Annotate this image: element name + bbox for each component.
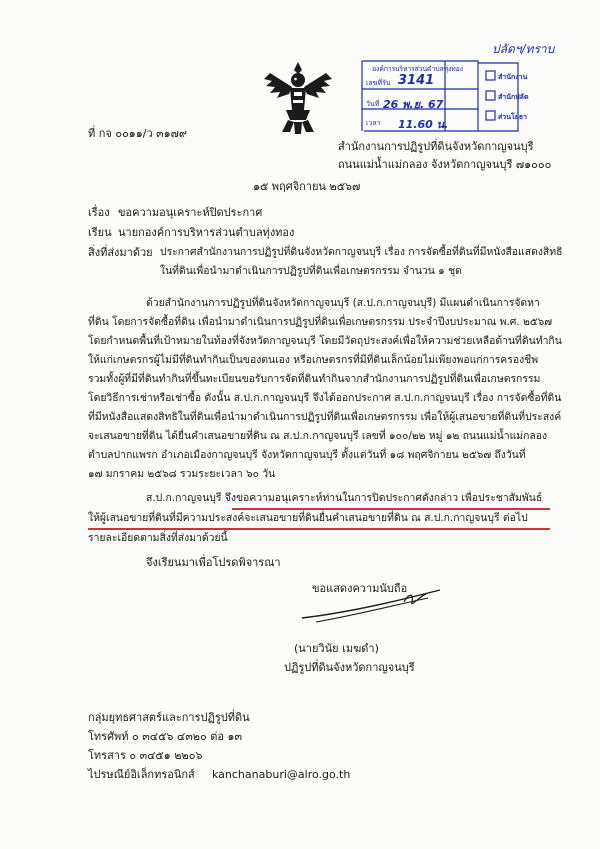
- stamp-top-note: ปลัดฯ/ทราบ: [492, 42, 555, 56]
- garuda-emblem-icon: [262, 60, 334, 136]
- stamp-checkbox-1-label: สำนักงาน: [498, 73, 528, 81]
- paragraph-1-line: รวมทั้งผู้ที่มีที่ดินทำกินที่ขึ้นทะเบียนขอรับการจัดที่ดินทำกินจากสำนักงานการปฏิรูปที่ดินเพื่อเกษตรกรรม: [88, 373, 541, 385]
- enclosure-line-2: ในที่ดินเพื่อนำมาดำเนินการปฏิรูปที่ดินเพื่อเกษตรกรรม จำนวน ๑ ชุด: [160, 265, 462, 277]
- closing-request: จึงเรียนมาเพื่อโปรดพิจารณา: [146, 556, 281, 569]
- stamp-org: องค์การบริหารส่วนตำบลทุ่งทอง: [372, 65, 463, 73]
- footer-department: กลุ่มยุทธศาสตร์และการปฏิรูปที่ดิน: [88, 711, 250, 724]
- stamp-checkbox-3-label: ส่วนโยธา: [498, 113, 528, 121]
- stamp-time: 11.60 น.: [398, 118, 449, 131]
- paragraph-1-line: โดยวิธีการเช่าหรือเช่าซื้อ ดังนั้น ส.ป.ก.กาญจนบุรี จึงได้ออกประกาศ ส.ป.ก.กาญจนบุรี เรื่อง การจัดซื้อที่ดิน: [88, 392, 562, 404]
- footer-fax: โทรสาร ๐ ๓๔๕๑ ๒๒๐๖: [88, 749, 203, 762]
- agency-address: ถนนแม่น้ำแม่กลอง จังหวัดกาญจนบุรี ๗๑๐๐๐: [338, 158, 552, 171]
- paragraph-1-line: ที่มีหนังสือแสดงสิทธิในที่ดินเพื่อนำมาดำเนินการปฏิรูปที่ดินเพื่อเกษตรกรรม เพื่อให้ผู้เสนอขายที่ดินที่ประสงค์: [88, 411, 562, 423]
- signer-name: (นายวินัย เมฆดำ): [294, 642, 379, 655]
- footer-email: kanchanaburi@alro.go.th: [212, 768, 351, 781]
- paragraph-2-line: ให้ผู้เสนอขายที่ดินที่มีความประสงค์จะเสนอขายที่ดินยื่นคำเสนอขายที่ดิน ณ ส.ป.ก.กาญจนบุรี ต่อไป: [88, 512, 528, 524]
- paragraph-1-line: โดยกำหนดพื้นที่เป้าหมายในท้องที่จังหวัดกาญจนบุรี โดยมีวัตถุประสงค์เพื่อให้ความช่วยเหลือด้านที่ดินทำกิน: [88, 335, 562, 347]
- highlight-underline: [232, 508, 550, 510]
- stamp-time-label: เวลา: [366, 119, 381, 127]
- subject-label: เรื่อง: [88, 206, 110, 219]
- paragraph-1-line: ๑๗ มกราคม ๒๕๖๘ รวมระยะเวลา ๖๐ วัน: [88, 468, 276, 480]
- stamp-date: 26 พ.ย. 67: [383, 98, 444, 111]
- subject-text: ขอความอนุเคราะห์ปิดประกาศ: [118, 206, 263, 219]
- addressee-text: นายกองค์การบริหารส่วนตำบลทุ่งทอง: [118, 226, 295, 239]
- signer-title: ปฏิรูปที่ดินจังหวัดกาญจนบุรี: [284, 661, 415, 674]
- document-number: ที่ กจ ๐๐๑๑/ว ๓๑๗๙: [88, 127, 187, 140]
- footer-email-label: ไปรษณีย์อิเล็กทรอนิกส์: [88, 768, 195, 781]
- stamp-checkbox-2-label: สำนักปลัด: [498, 93, 529, 101]
- stamp-number: 3141: [398, 73, 435, 88]
- footer-phone: โทรศัพท์ ๐ ๓๔๕๖ ๔๓๒๐ ต่อ ๑๓: [88, 730, 242, 743]
- enclosure-line-1: ประกาศสำนักงานการปฏิรูปที่ดินจังหวัดกาญจนบุรี เรื่อง การจัดซื้อที่ดินที่มีหนังสือแสดงสิทธิ: [160, 246, 563, 258]
- paragraph-1-line: จะเสนอขายที่ดิน ได้ยื่นคำเสนอขายที่ดิน ณ ส.ป.ก.กาญจนบุรี เลขที่ ๑๐๐/๒๒ หมู่ ๑๒ ถนนแม่น้ำแม่กลอง: [88, 430, 548, 442]
- paragraph-2-line: ส.ป.ก.กาญจนบุรี จึงขอความอนุเคราะห์ท่านในการปิดประกาศดังกล่าว เพื่อประชาสัมพันธ์: [146, 492, 543, 504]
- paragraph-2-line: รายละเอียดตามสิ่งที่ส่งมาด้วยนี้: [88, 532, 228, 544]
- addressee-label: เรียน: [88, 226, 112, 239]
- closing-regards: ขอแสดงความนับถือ: [312, 582, 408, 595]
- enclosure-label: สิ่งที่ส่งมาด้วย: [88, 246, 153, 259]
- stamp-date-label: วันที่: [366, 100, 380, 108]
- paragraph-1-line: ที่ดิน โดยการจัดซื้อที่ดิน เพื่อนำมาดำเนินการปฏิรูปที่ดินเพื่อเกษตรกรรม ประจำปีงบประมาณ พ.ศ. ๒๕๖๗: [88, 316, 553, 328]
- stamp-number-label: เลขที่รับ: [366, 79, 391, 87]
- paragraph-1-line: ตำบลปากแพรก อำเภอเมืองกาญจนบุรี จังหวัดกาญจนบุรี ตั้งแต่วันที่ ๑๘ พฤศจิกายน ๒๕๖๗ ถึงวันที่: [88, 449, 526, 461]
- paragraph-1-line: ด้วยสำนักงานการปฏิรูปที่ดินจังหวัดกาญจนบุรี (ส.ป.ก.กาญจนบุรี) มีแผนดำเนินการจัดหา: [146, 297, 540, 309]
- paragraph-1-line: ให้แก่เกษตรกรผู้ไม่มีที่ดินทำกินเป็นของตนเอง หรือเกษตรกรที่มีที่ดินเล็กน้อยไม่เพียงพอแก่การครองชีพ: [88, 354, 539, 366]
- handwritten-signature-icon: [296, 576, 446, 636]
- highlight-underline: [88, 528, 550, 530]
- document-date: ๑๕ พฤศจิกายน ๒๕๖๗: [253, 180, 361, 193]
- agency-name: สำนักงานการปฏิรูปที่ดินจังหวัดกาญจนบุรี: [338, 140, 534, 153]
